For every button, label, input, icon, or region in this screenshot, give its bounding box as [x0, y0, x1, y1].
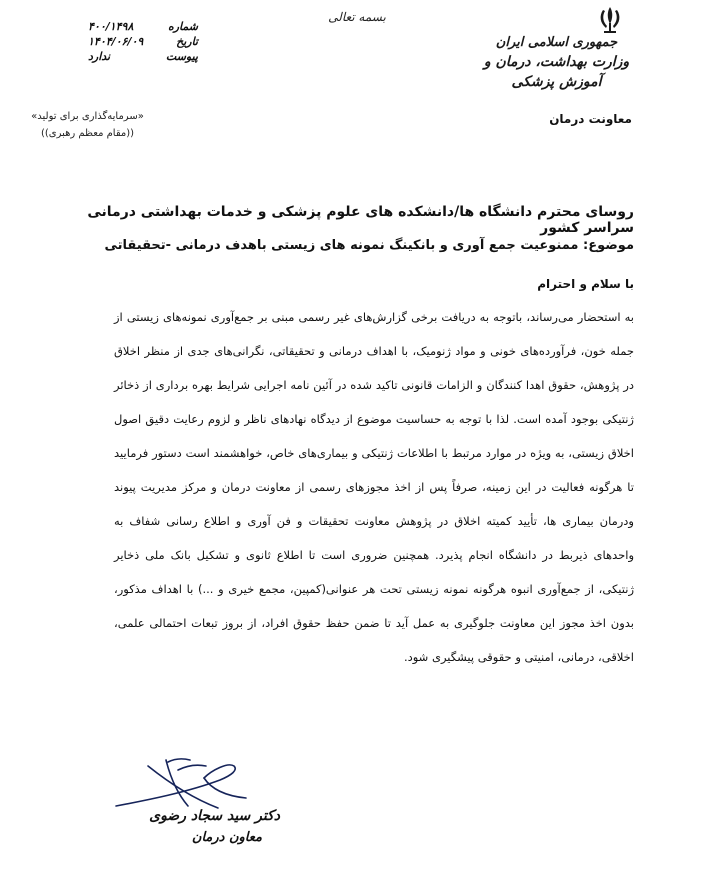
- slogan-line1: «سرمایه‌گذاری برای تولید»: [31, 111, 144, 122]
- meta-attachment-row: [88, 50, 198, 65]
- number-label: شماره: [167, 20, 198, 33]
- letter-meta: [88, 20, 198, 65]
- signer-block: [140, 805, 280, 849]
- letter-greeting: با سلام و احترام: [537, 277, 634, 291]
- letter-body: [114, 300, 634, 674]
- letter-subject: موضوع: ممنوعیت جمع آوری و بانکینگ نمونه های زیستی باهدف درمانی -تحقیقاتی: [104, 238, 634, 253]
- signer-name: دکتر سید سجاد رضوی: [149, 808, 280, 824]
- attachment-value: ندارد: [88, 50, 111, 63]
- ministry-line2: وزارت بهداشت، درمان و آموزش پزشکی: [483, 54, 630, 90]
- deputy-office: معاونت درمان: [549, 112, 632, 126]
- basmala: بسمه تعالی: [328, 10, 386, 24]
- meta-date-row: [88, 35, 198, 50]
- date-label: تاریخ: [176, 35, 198, 48]
- iran-emblem-icon: [592, 4, 628, 36]
- signer-title: معاون درمان: [191, 830, 262, 845]
- meta-number-row: [88, 20, 198, 35]
- number-value: ۴۰۰/۱۴۹۸: [88, 20, 134, 33]
- slogan: [10, 108, 165, 142]
- slogan-line2: ((مقام معظم رهبری)): [40, 128, 135, 139]
- ministry-header: [469, 34, 644, 92]
- letter-body-paragraph: به استحضار می‌رساند، باتوجه به دریافت برخی گزارش‌های غیر رسمی مبنی بر جمع‌آوری نمونه‌های زیستی از جمله خون، فرآورده‌های خونی و مواد ژنومیک، با اهداف درمانی و تحقیقاتی، نگرانی‌های جدی از منظر اخلاق در پژوهش، حقوق اهدا کنندگان و الزامات قانونی تاکید شده در آئین نامه اجرایی شرایط بهره برداری از ذخائر ژنتیکی بوجود آمده است. لذا با توجه به حساسیت موضوع از دیدگاه نهادهای ناظر و لزوم رعایت دقیق اصول اخلاق زیستی، به ویژه در موارد مرتبط با اطلاعات ژنتیکی و بیماری‌های خاص، خواهشمند است دستور فرمایید تا هرگونه فعالیت در این زمینه، صرفاً پس از اخذ مجوزهای رسمی از معاونت درمان و مرکز مدیریت پیوند ودرمان بیماری ها، تأیید کمیته اخلاق در پژوهش معاونت تحقیقات و فن آوری و اطلاع رسانی شفاف به واحدهای ذیربط در دانشگاه انجام پذیرد. همچنین ضروری است تا اطلاع ثانوی و تشکیل بانک ملی ذخایر ژنتیکی، از جمع‌آوری انبوه هرگونه نمونه زیستی تحت هر عنوانی(کمپین، مجمع خیری و ...) با اهداف مذکور، بدون اخذ مجوز این معاونت جلوگیری به عمل آید تا ضمن حفظ حقوق افراد، از بروز تبعات احتمالی علمی، اخلاقی، درمانی، امنیتی و حقوقی پیشگیری شود.: [114, 310, 634, 664]
- attachment-label: پیوست: [165, 50, 198, 63]
- ministry-line1: جمهوری اسلامی ایران: [495, 35, 618, 50]
- letter-recipient: روسای محترم دانشگاه ها/دانشکده های علوم پزشکی و خدمات بهداشتی درمانی سراسر کشور: [87, 204, 634, 236]
- date-value: ۱۴۰۴/۰۶/۰۹: [88, 35, 144, 48]
